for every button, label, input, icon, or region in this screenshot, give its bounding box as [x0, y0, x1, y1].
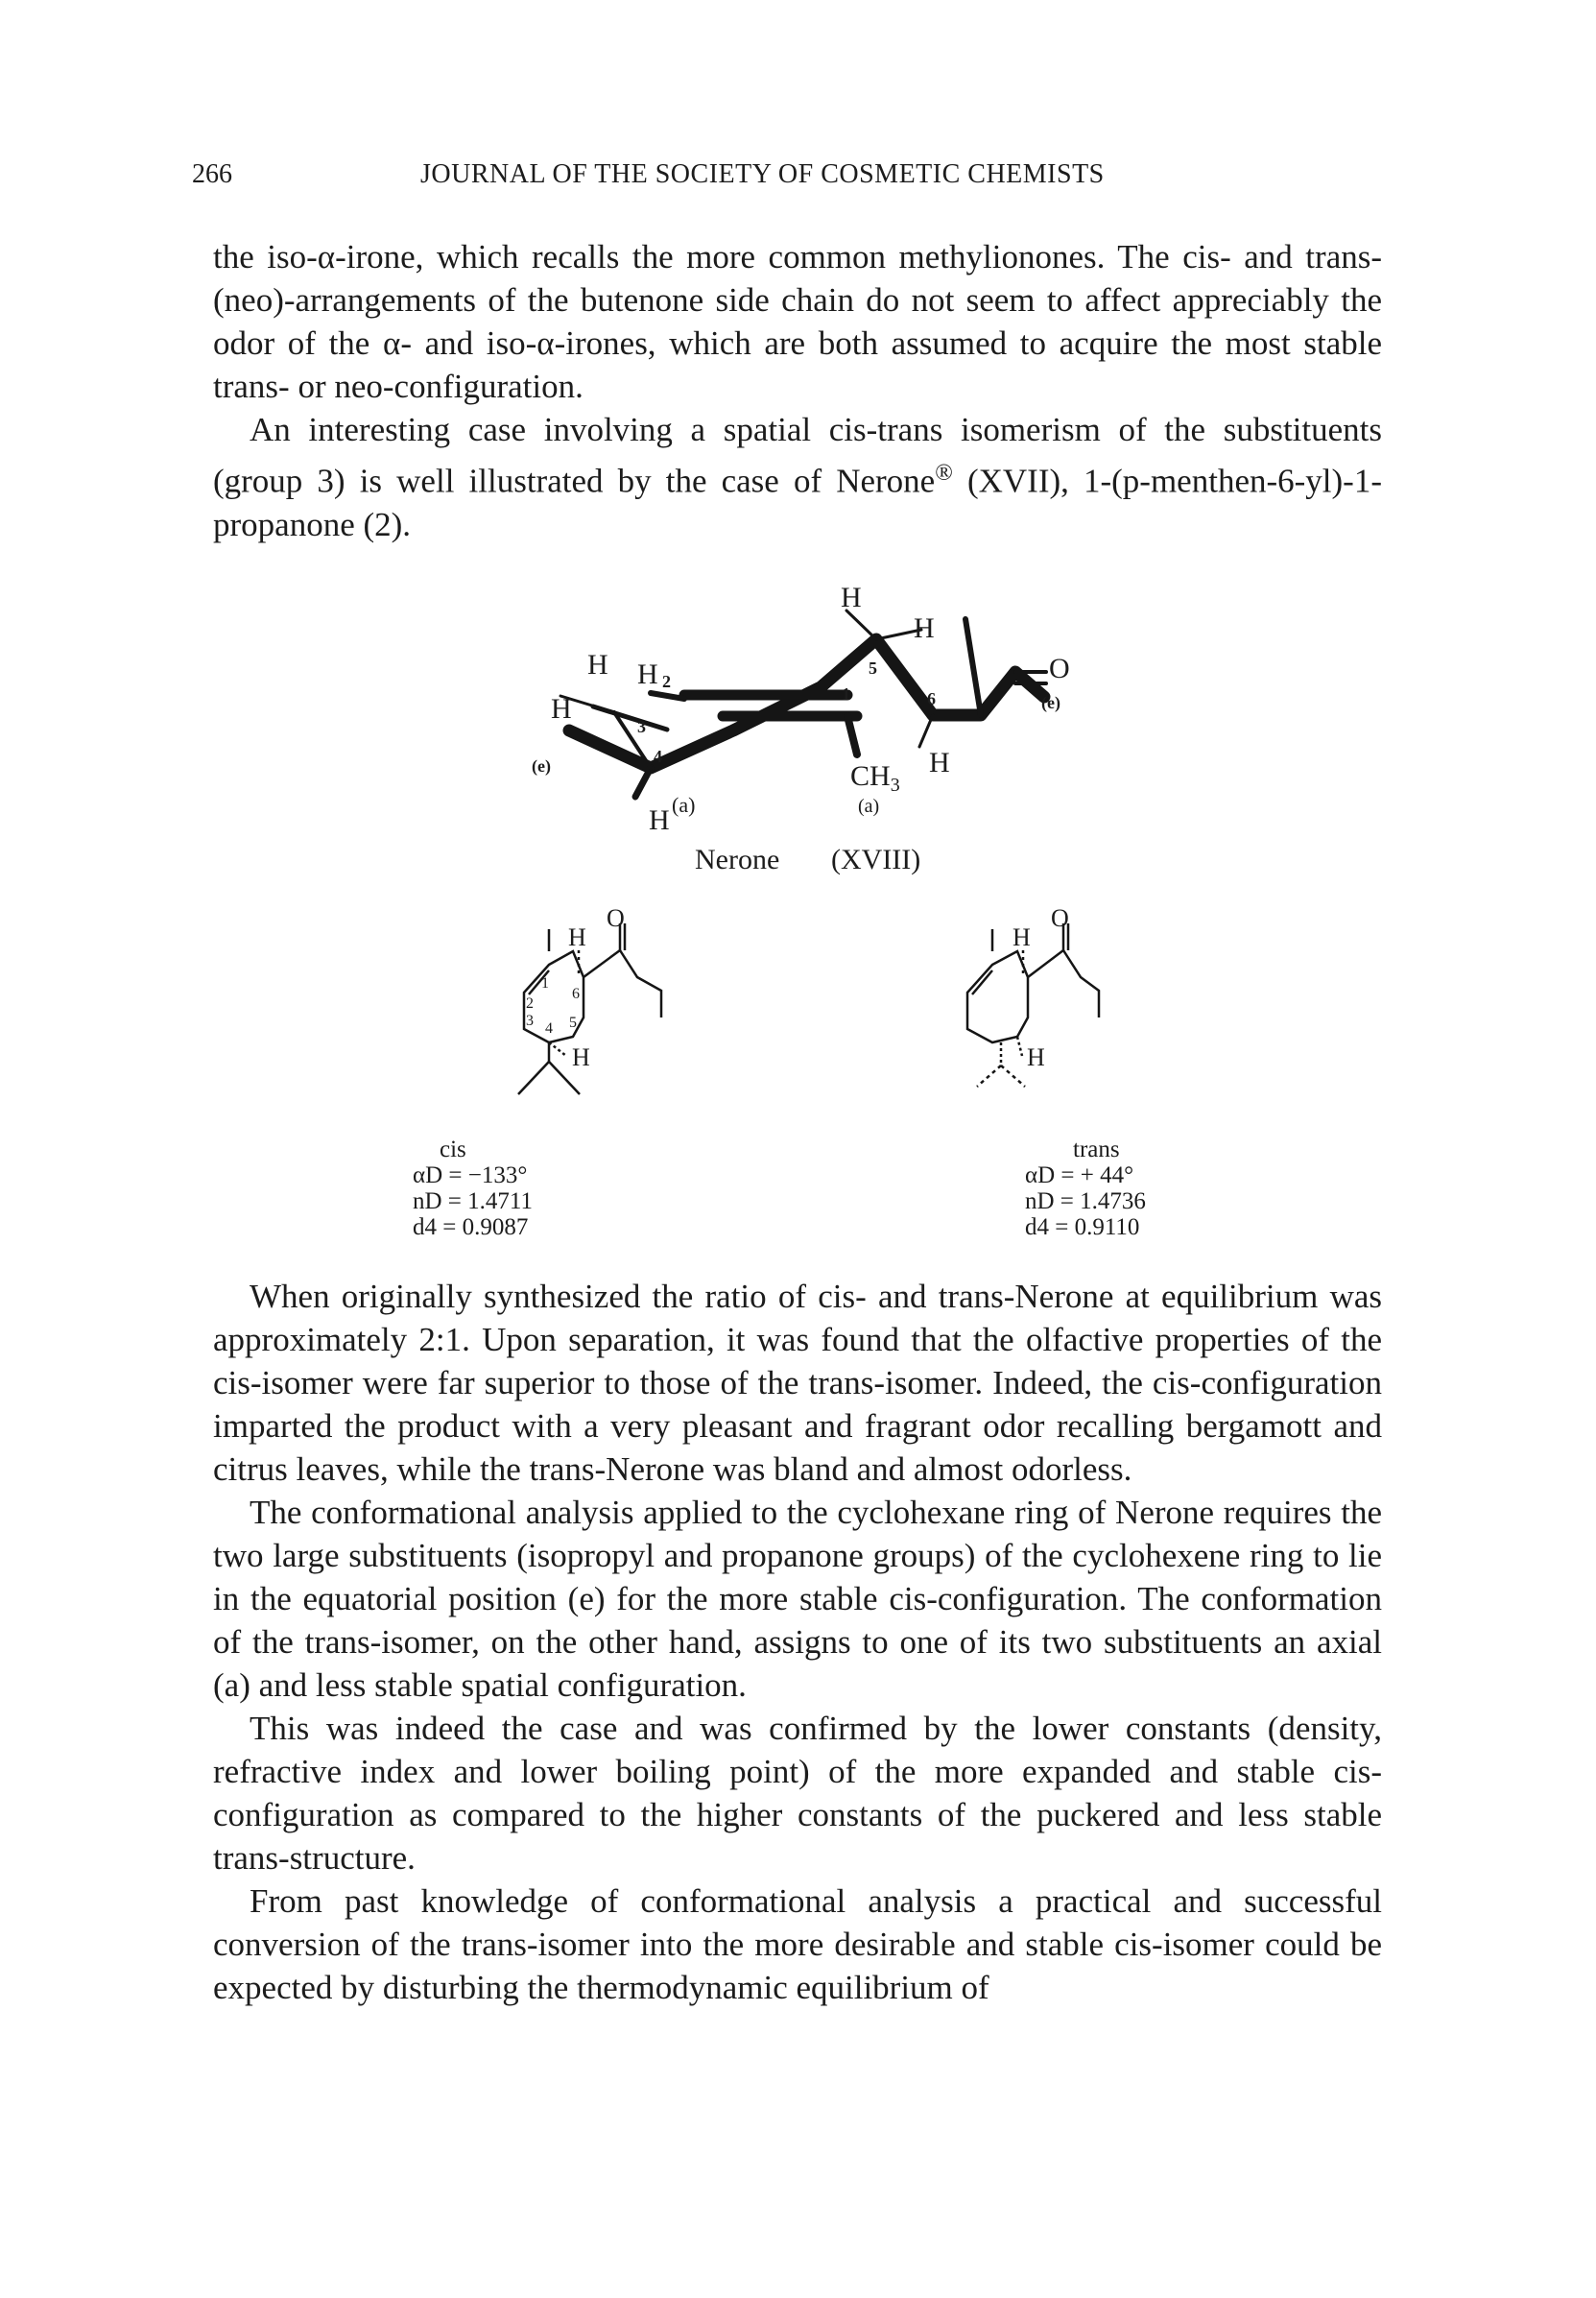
label-axial: (a) — [672, 793, 696, 817]
cis-refractive-index: nD = 1.4711 — [413, 1188, 533, 1214]
cis-density: d4 = 0.9087 — [413, 1214, 529, 1240]
cis-optical-rotation: αD = −133° — [413, 1162, 528, 1188]
trans-density: d4 = 0.9110 — [1025, 1214, 1140, 1240]
caption-number: (XVIII) — [831, 844, 921, 875]
bottom-text-block — [213, 1275, 1382, 2009]
cis-ring-number: 3 — [526, 1013, 534, 1029]
nerone-conformer-labels — [532, 582, 1070, 875]
trans-properties — [1025, 1137, 1265, 1240]
nerone-intro-text: An interesting case involving a spatial cis-trans isomerism of the substituents (group 3) is well illustrated by the case of Nerone — [213, 411, 1382, 500]
nerone-conformer-drawing — [560, 610, 1046, 797]
label-h: H — [637, 658, 658, 690]
cis-ring-number: 2 — [526, 995, 534, 1012]
label-oxygen: O — [1049, 653, 1070, 684]
trans-title: trans — [1073, 1137, 1120, 1162]
paragraph-synthesis: When originally synthesized the ratio of cis- and trans-Nerone at equilibrium was approximately 2:1. Upon separation, it was found that the olfactive properties of the cis-isomer were far superior to those of the trans-isomer. Indeed, the cis-configuration imparted the product with a very pleasant and fragrant odor recalling bergamott and citrus leaves, while the trans-Nerone was bland and almost odorless. — [213, 1278, 1382, 1488]
caption-name: Nerone — [695, 844, 780, 875]
cis-ring-number: 6 — [572, 986, 580, 1002]
ch3-subscript: 3 — [890, 775, 900, 796]
trans-label-h: H — [1027, 1043, 1045, 1071]
label-h: H — [914, 612, 935, 644]
trans-label-oxygen: O — [1051, 904, 1069, 932]
cis-label-oxygen: O — [607, 904, 625, 932]
ch3-text: CH — [850, 760, 891, 792]
label-equatorial: (e) — [1041, 693, 1060, 712]
cis-ring-number: 1 — [541, 975, 549, 992]
ring-number: 1 — [842, 684, 850, 704]
page-number: 266 — [192, 159, 232, 189]
cis-properties — [413, 1137, 653, 1240]
label-h: H — [587, 649, 608, 681]
trans-refractive-index: nD = 1.4736 — [1025, 1188, 1146, 1214]
label-equatorial: (e) — [532, 756, 551, 776]
trans-label-h: H — [1012, 923, 1031, 951]
cis-label-h: H — [568, 923, 586, 951]
ring-number: 2 — [662, 672, 671, 691]
label-h: H — [551, 693, 572, 725]
paragraph-conversion: From past knowledge of conformational analysis a practical and successful conversion of the trans-isomer into the more desirable and stable cis-isomer could be expected by disturbing the thermodynamic equilibrium of — [213, 1882, 1382, 2006]
paragraph-constants: This was indeed the case and was confirmed by the lower constants (density, refractive index and lower boiling point) of the more expanded and stable cis-configuration as compared to the higher constants of the puckered and less stable trans-structure. — [213, 1710, 1382, 1877]
ring-number: 5 — [869, 658, 877, 678]
trans-optical-rotation: αD = + 44° — [1025, 1162, 1134, 1188]
label-ch3 — [850, 760, 900, 796]
cis-ring-number: 4 — [545, 1020, 553, 1037]
registered-mark: ® — [935, 460, 953, 486]
ring-number: 3 — [637, 717, 646, 736]
label-h: H — [929, 747, 950, 778]
label-axial: (a) — [858, 796, 880, 817]
paragraph-irone: the iso-α-irone, which recalls the more common methylionones. The cis- and trans-(neo)-arrangements of the butenone side chain do not seem to affect appreciably the odor of the α- and iso-α-irones, which are both assumed to acquire the most stable trans- or neo-configuration. — [213, 238, 1382, 405]
cis-ring-number: 5 — [569, 1015, 577, 1031]
paragraph-conformational-analysis: The conformational analysis applied to the cyclohexane ring of Nerone requires the two large substituents (isopropyl and propanone groups) of the cyclohexene ring to lie in the equatorial position (e) for the more stable cis-configuration. The conformation of the trans-isomer, on the other hand, assigns to one of its two substituents an axial (a) and less stable spatial configuration. — [213, 1494, 1382, 1704]
label-h: H — [841, 582, 862, 613]
ring-number: 6 — [927, 689, 936, 708]
label-h: H — [649, 804, 670, 836]
journal-title: JOURNAL OF THE SOCIETY OF COSMETIC CHEMISTS — [420, 159, 1105, 189]
trans-structure-labels — [1012, 904, 1069, 1071]
ring-number: 4 — [654, 747, 662, 766]
cis-label-h: H — [572, 1043, 590, 1071]
nerone-intro-tail: (XVII), 1-(p-menthen-6-yl)-1-propanone (2). — [213, 462, 1382, 543]
cis-title: cis — [440, 1137, 466, 1162]
cis-structure-labels — [526, 904, 625, 1071]
